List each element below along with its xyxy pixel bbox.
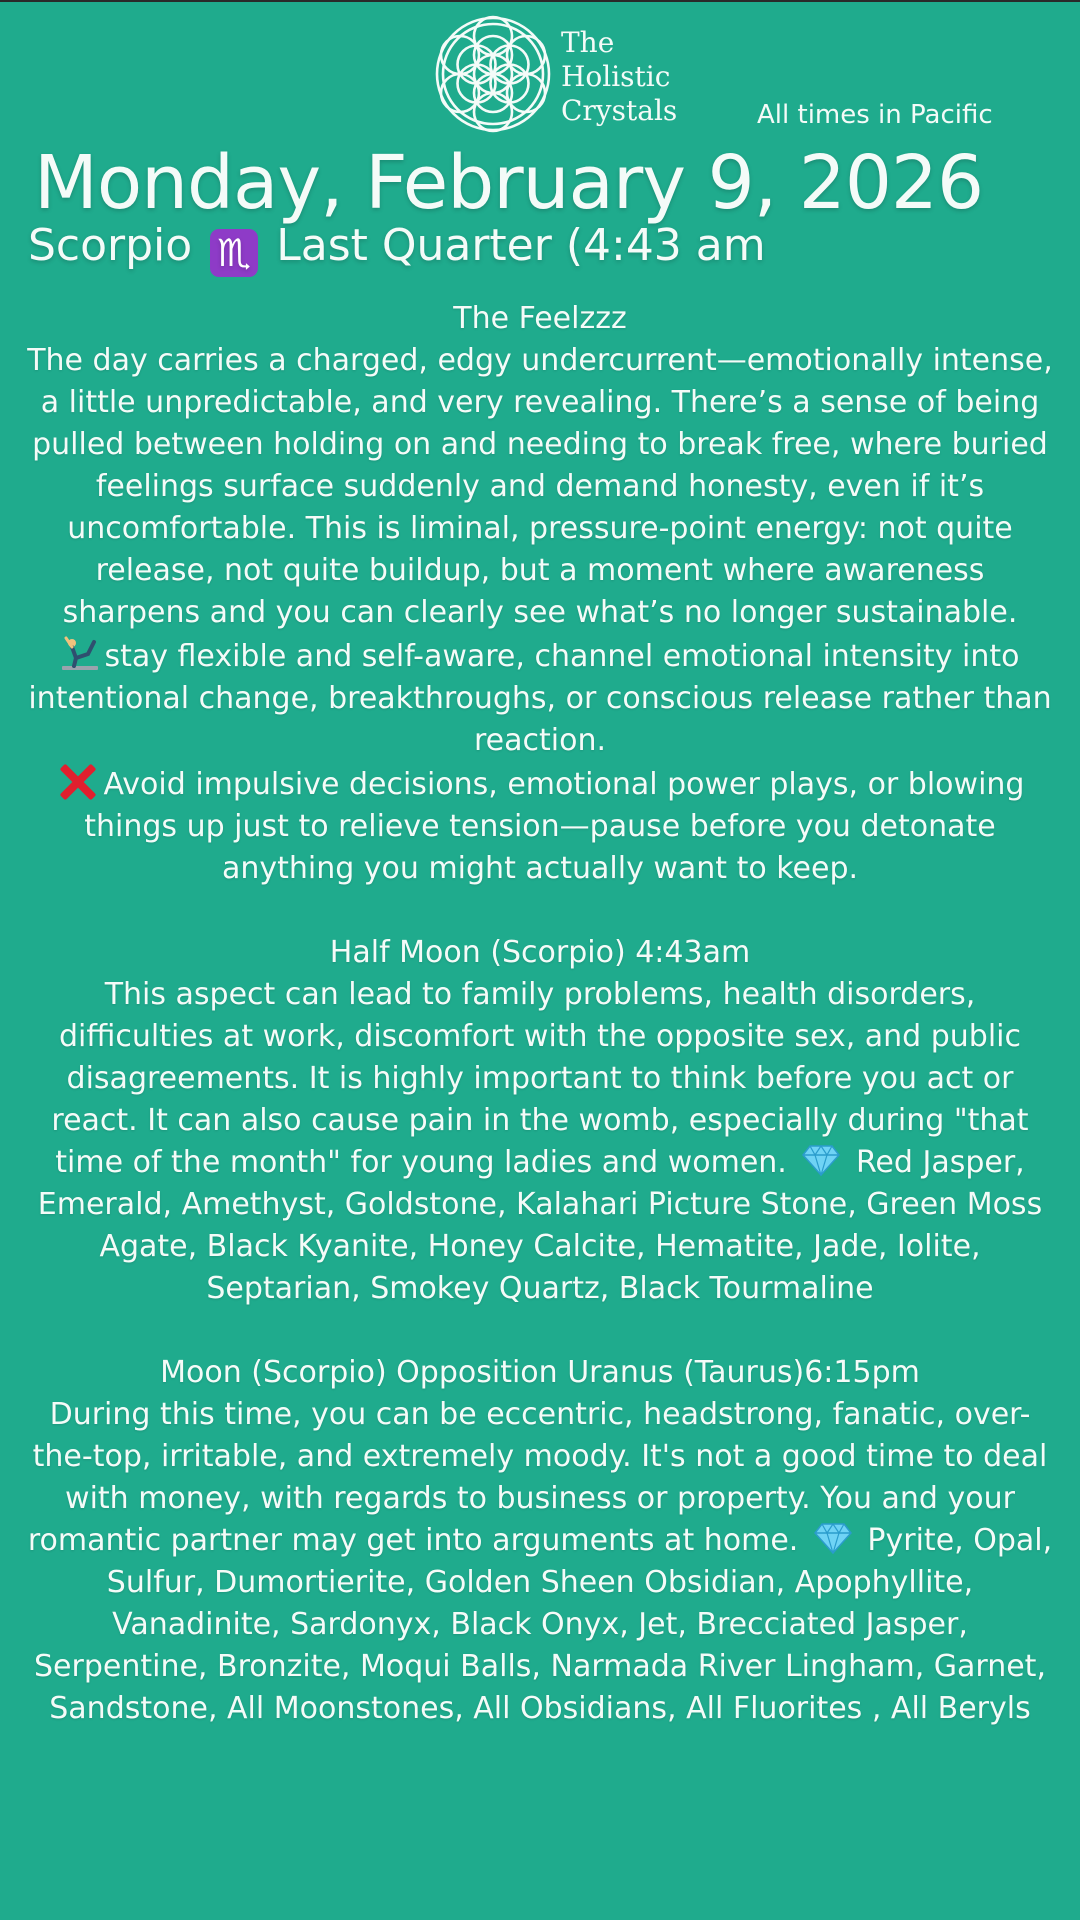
brand-logo <box>433 14 683 134</box>
brand-line-1: The <box>561 26 615 59</box>
do-text: stay flexible and self-aware, channel emotional intensity into intentional change, breakthroughs, or conscious release rather than reaction. <box>28 639 1052 758</box>
brand-name <box>561 26 677 128</box>
gem-icon <box>802 1144 840 1176</box>
feelzzz-body: The day carries a charged, edgy undercurrent—emotionally intense, a little unpredictable, and very revealing. There’s a sense of being pulled between holding on and needing to break free, where buried feelings surface suddenly and demand honesty, even if it’s uncomfortable. This is liminal, pressure-point energy: not quite release, not quite buildup, but a moment where awareness sharpens and you can clearly see what’s no longer sustainable. <box>27 343 1053 630</box>
gymnast-icon <box>60 634 100 672</box>
brand-line-3: Crystals <box>561 94 678 127</box>
half-moon-crystals: Red Jasper, Emerald, Amethyst, Goldstone, Kalahari Picture Stone, Green Moss Agate, Black Kyanite, Honey Calcite, Hematite, Jade, Iolite, Septarian, Smokey Quartz, Black Tourmaline <box>37 1145 1043 1306</box>
half-moon-title: Half Moon (Scorpio) 4:43am <box>329 935 751 970</box>
feelzzz-do <box>24 634 1056 762</box>
half-moon-text: This aspect can lead to family problems, health disorders, difficulties at work, discomfort with the opposite sex, and public disagreements. It is highly important to think before you act or react. It can also cause pain in the womb, especially during "that time of the month" for young ladies and women. <box>51 977 1029 1180</box>
moon-opp-uranus-crystals: Pyrite, Opal, Sulfur, Dumortierite, Golden Sheen Obsidian, Apophyllite, Vanadinite, Sardonyx, Black Onyx, Jet, Brecciated Jasper, Serpentine, Bronzite, Moqui Balls, Narmada River Lingham, Garnet, Sandstone, All Moonstones, All Obsidians, All Fluorites , All Beryls <box>34 1523 1053 1726</box>
moon-sign: Scorpio <box>28 220 193 271</box>
moon-phase-line <box>28 218 766 277</box>
gem-icon <box>814 1522 852 1554</box>
flower-of-life-icon <box>433 14 553 134</box>
section-spacer <box>24 890 1056 932</box>
date-heading: Monday, February 9, 2026 <box>34 140 984 226</box>
scorpio-zodiac-icon: ♏ <box>210 229 258 277</box>
section-spacer <box>24 1310 1056 1352</box>
avoid-text: Avoid impulsive decisions, emotional power plays, or blowing things up just to relieve tension—pause before you detonate anything you might actually want to keep. <box>84 767 1025 886</box>
half-moon-body <box>24 974 1056 1310</box>
timezone-note: All times in Pacific <box>757 100 993 130</box>
feelzzz-title: The Feelzzz <box>453 301 627 336</box>
moon-opp-uranus-body <box>24 1394 1056 1730</box>
top-border <box>0 0 1080 2</box>
moon-opp-uranus-title: Moon (Scorpio) Opposition Uranus (Taurus)6:15pm <box>160 1355 920 1390</box>
red-x-icon <box>56 762 98 800</box>
moon-opp-uranus-text: During this time, you can be eccentric, headstrong, fanatic, over-the-top, irritable, and extremely moody. It's not a good time to deal with money, with regards to business or property. You and your romantic partner may get into arguments at home. <box>27 1397 1048 1558</box>
horoscope-content <box>24 298 1056 1730</box>
feelzzz-avoid <box>24 762 1056 890</box>
brand-line-2: Holistic <box>561 60 671 93</box>
moon-phase-text: Last Quarter (4:43 am <box>276 220 766 271</box>
